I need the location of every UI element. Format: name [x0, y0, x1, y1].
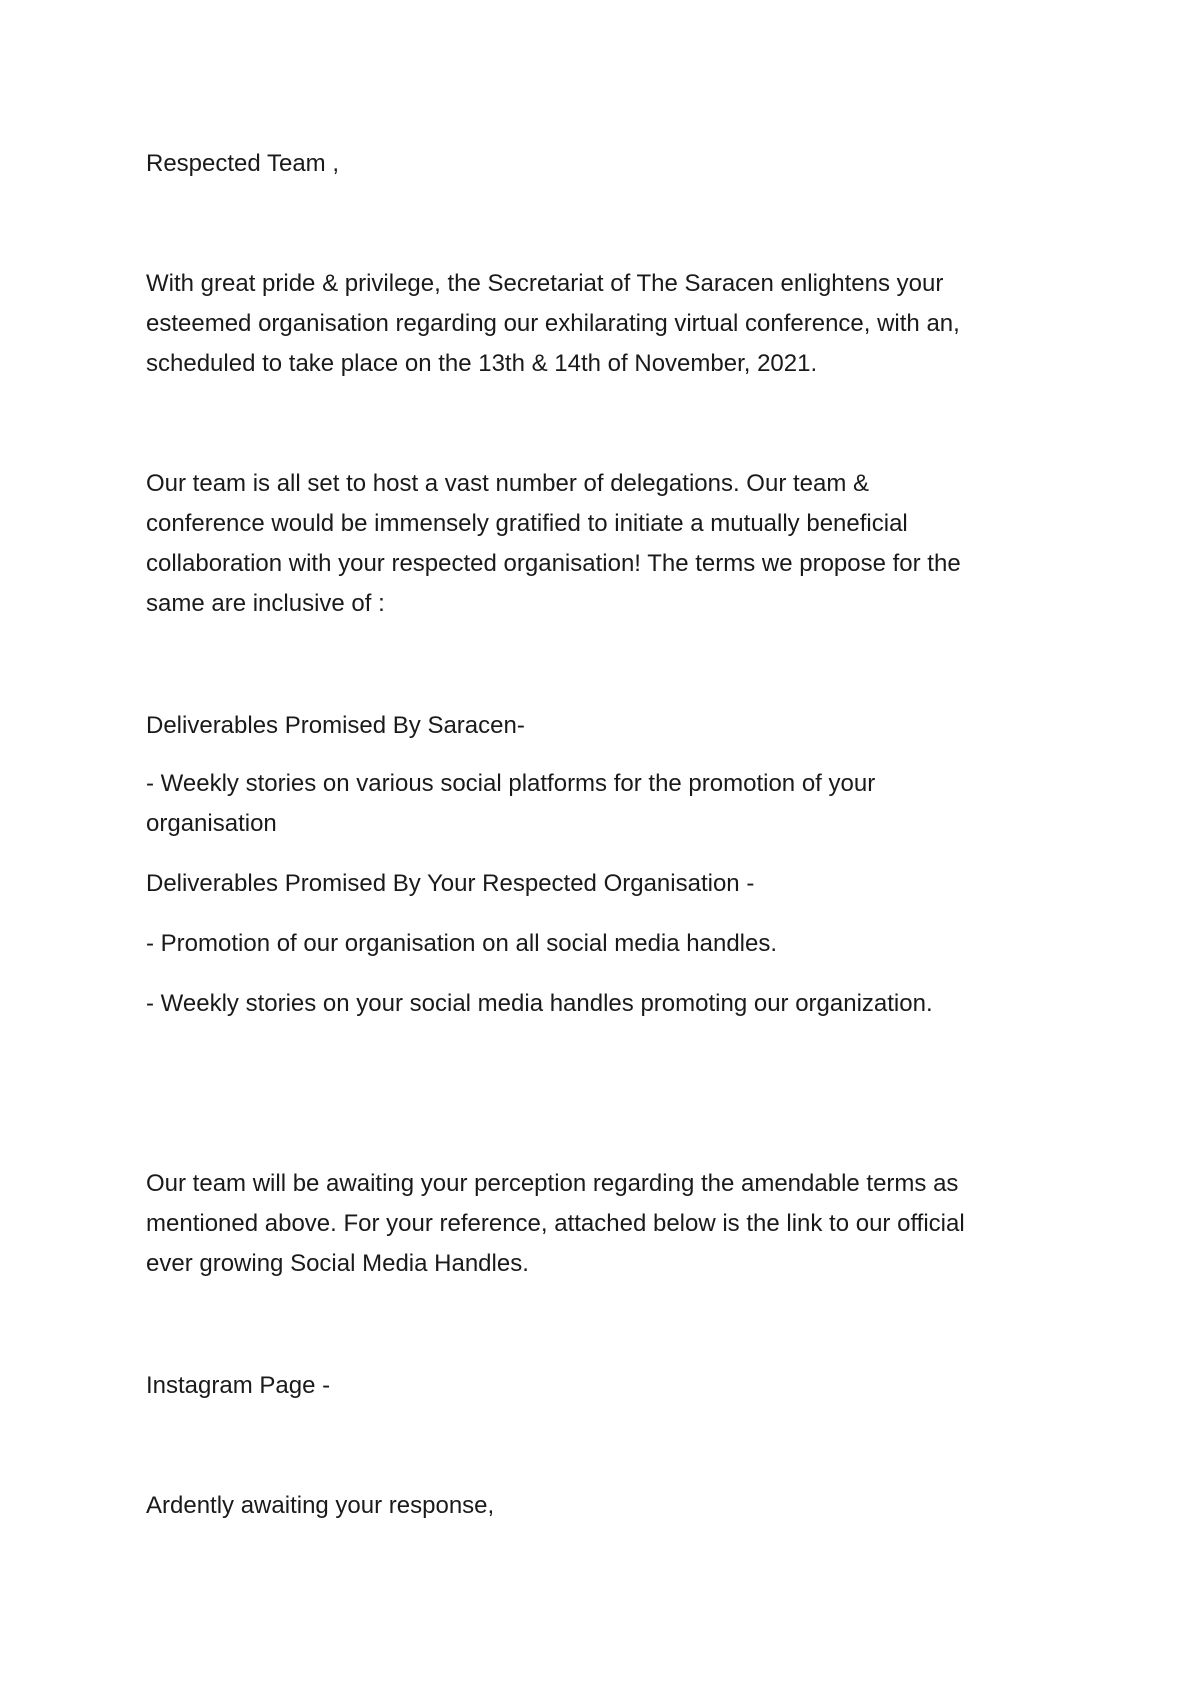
org-deliverable-item-2: - Weekly stories on your social media handles promoting our organization.	[146, 990, 933, 1017]
proposal-line-4: same are inclusive of :	[146, 590, 385, 617]
closing-line-3: ever growing Social Media Handles.	[146, 1250, 529, 1277]
proposal-line-1: Our team is all set to host a vast number of delegations. Our team &	[146, 470, 870, 497]
intro-line-3: scheduled to take place on the 13th & 14th of November, 2021.	[146, 350, 818, 377]
salutation: Respected Team ,	[146, 150, 339, 177]
org-deliverable-item-1: - Promotion of our organisation on all social media handles.	[146, 930, 778, 957]
proposal-line-3: collaboration with your respected organisation! The terms we propose for the	[146, 550, 961, 577]
instagram-label: Instagram Page -	[146, 1372, 331, 1399]
saracen-deliverable-line-2: organisation	[146, 810, 277, 837]
proposal-line-2: conference would be immensely gratified to initiate a mutually beneficial	[146, 510, 908, 537]
org-deliverables-heading: Deliverables Promised By Your Respected Organisation -	[146, 870, 755, 897]
closing-line-1: Our team will be awaiting your perception regarding the amendable terms as	[146, 1170, 959, 1197]
closing-line-2: mentioned above. For your reference, attached below is the link to our official	[146, 1210, 965, 1237]
saracen-deliverable-line-1: - Weekly stories on various social platforms for the promotion of your	[146, 770, 876, 797]
signoff: Ardently awaiting your response,	[146, 1492, 495, 1519]
intro-line-1: With great pride & privilege, the Secretariat of The Saracen enlightens your	[146, 270, 944, 297]
intro-line-2: esteemed organisation regarding our exhilarating virtual conference, with an,	[146, 310, 960, 337]
saracen-deliverables-heading: Deliverables Promised By Saracen-	[146, 712, 525, 739]
